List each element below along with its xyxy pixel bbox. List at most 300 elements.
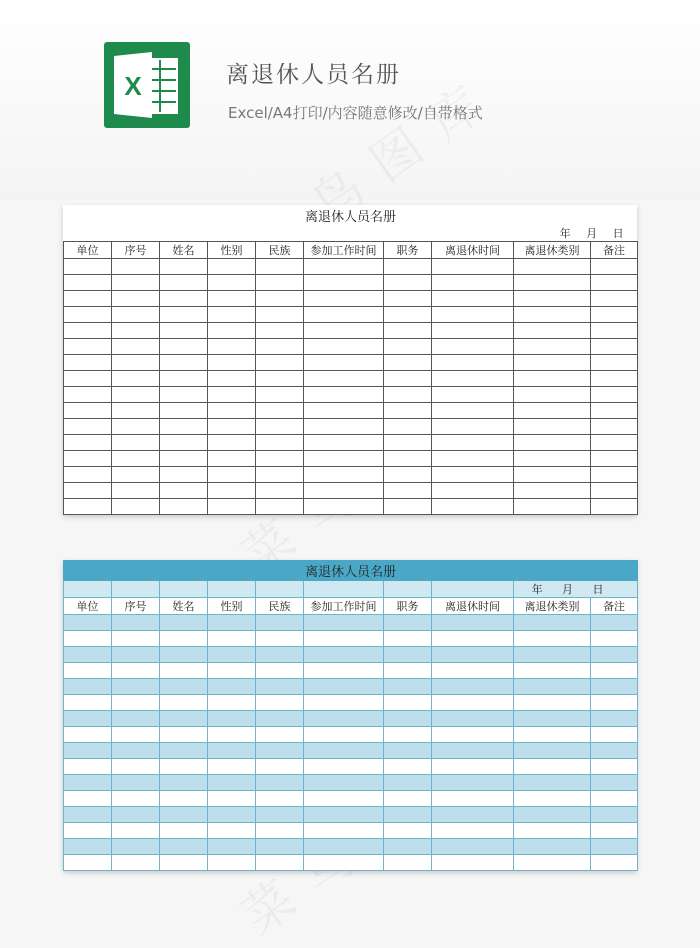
cell[interactable] [514,291,591,307]
cell[interactable] [64,435,112,451]
cell[interactable] [304,807,384,823]
cell[interactable] [304,855,384,871]
cell[interactable] [432,323,514,339]
cell[interactable] [432,839,514,855]
cell[interactable] [208,371,256,387]
cell[interactable] [304,435,384,451]
cell[interactable] [208,451,256,467]
cell[interactable] [160,307,208,323]
cell[interactable] [304,467,384,483]
cell[interactable] [256,403,304,419]
cell[interactable] [160,711,208,727]
cell[interactable] [591,647,638,663]
cell[interactable] [64,467,112,483]
cell[interactable] [432,403,514,419]
cell[interactable] [256,339,304,355]
cell[interactable] [64,647,112,663]
cell[interactable] [514,839,591,855]
cell[interactable] [384,823,432,839]
cell[interactable] [514,807,591,823]
cell[interactable] [256,679,304,695]
cell[interactable] [112,679,160,695]
cell[interactable] [384,403,432,419]
cell[interactable] [256,387,304,403]
cell[interactable] [256,647,304,663]
cell[interactable] [208,823,256,839]
cell[interactable] [64,743,112,759]
cell[interactable] [591,855,638,871]
cell[interactable] [160,647,208,663]
cell[interactable] [304,679,384,695]
cell[interactable] [591,483,638,499]
cell[interactable] [304,483,384,499]
cell[interactable] [304,307,384,323]
cell[interactable] [514,387,591,403]
cell[interactable] [591,291,638,307]
cell[interactable] [208,679,256,695]
cell[interactable] [112,775,160,791]
cell[interactable] [256,807,304,823]
cell[interactable] [208,743,256,759]
cell[interactable] [432,791,514,807]
cell[interactable] [304,711,384,727]
cell[interactable] [514,727,591,743]
cell[interactable] [591,775,638,791]
cell[interactable] [432,679,514,695]
cell[interactable] [64,679,112,695]
cell[interactable] [432,663,514,679]
cell[interactable] [256,419,304,435]
cell[interactable] [256,743,304,759]
cell[interactable] [591,791,638,807]
cell[interactable] [514,467,591,483]
cell[interactable] [256,307,304,323]
cell[interactable] [514,323,591,339]
cell[interactable] [432,435,514,451]
cell[interactable] [591,323,638,339]
cell[interactable] [64,631,112,647]
cell[interactable] [208,259,256,275]
cell[interactable] [208,483,256,499]
cell[interactable] [256,727,304,743]
cell[interactable] [591,387,638,403]
cell[interactable] [304,499,384,515]
cell[interactable] [304,759,384,775]
cell[interactable] [432,775,514,791]
cell[interactable] [256,823,304,839]
cell[interactable] [208,791,256,807]
cell[interactable] [64,355,112,371]
cell[interactable] [64,823,112,839]
cell[interactable] [160,291,208,307]
cell[interactable] [160,387,208,403]
cell[interactable] [591,631,638,647]
cell[interactable] [304,727,384,743]
cell[interactable] [591,467,638,483]
cell[interactable] [384,275,432,291]
cell[interactable] [256,275,304,291]
cell[interactable] [514,695,591,711]
cell[interactable] [514,791,591,807]
cell[interactable] [304,823,384,839]
cell[interactable] [64,663,112,679]
cell[interactable] [304,371,384,387]
cell[interactable] [384,791,432,807]
cell[interactable] [208,291,256,307]
cell[interactable] [208,339,256,355]
cell[interactable] [208,615,256,631]
cell[interactable] [384,483,432,499]
cell[interactable] [432,499,514,515]
cell[interactable] [591,499,638,515]
cell[interactable] [256,695,304,711]
cell[interactable] [514,775,591,791]
cell[interactable] [304,775,384,791]
cell[interactable] [384,323,432,339]
cell[interactable] [64,387,112,403]
cell[interactable] [256,259,304,275]
cell[interactable] [514,419,591,435]
cell[interactable] [514,483,591,499]
cell[interactable] [304,323,384,339]
cell[interactable] [112,791,160,807]
cell[interactable] [256,371,304,387]
cell[interactable] [112,307,160,323]
cell[interactable] [160,323,208,339]
cell[interactable] [384,419,432,435]
cell[interactable] [432,467,514,483]
cell[interactable] [432,855,514,871]
cell[interactable] [64,727,112,743]
cell[interactable] [160,259,208,275]
cell[interactable] [208,839,256,855]
cell[interactable] [160,839,208,855]
cell[interactable] [514,371,591,387]
cell[interactable] [432,419,514,435]
cell[interactable] [591,711,638,727]
cell[interactable] [64,791,112,807]
cell[interactable] [64,307,112,323]
cell[interactable] [160,823,208,839]
cell[interactable] [112,483,160,499]
cell[interactable] [384,259,432,275]
cell[interactable] [432,275,514,291]
cell[interactable] [304,355,384,371]
cell[interactable] [514,275,591,291]
cell[interactable] [112,371,160,387]
cell[interactable] [432,483,514,499]
cell[interactable] [514,823,591,839]
cell[interactable] [304,339,384,355]
cell[interactable] [384,451,432,467]
cell[interactable] [514,355,591,371]
cell[interactable] [591,823,638,839]
cell[interactable] [112,403,160,419]
cell[interactable] [304,259,384,275]
cell[interactable] [384,695,432,711]
cell[interactable] [304,663,384,679]
cell[interactable] [112,387,160,403]
cell[interactable] [112,807,160,823]
cell[interactable] [64,759,112,775]
cell[interactable] [208,307,256,323]
cell[interactable] [208,355,256,371]
cell[interactable] [64,403,112,419]
cell[interactable] [514,259,591,275]
cell[interactable] [384,759,432,775]
cell[interactable] [384,631,432,647]
cell[interactable] [514,615,591,631]
cell[interactable] [160,275,208,291]
cell[interactable] [384,499,432,515]
cell[interactable] [160,403,208,419]
cell[interactable] [64,499,112,515]
cell[interactable] [112,419,160,435]
cell[interactable] [160,339,208,355]
cell[interactable] [160,631,208,647]
cell[interactable] [256,355,304,371]
cell[interactable] [112,339,160,355]
cell[interactable] [304,387,384,403]
cell[interactable] [591,339,638,355]
cell[interactable] [160,663,208,679]
cell[interactable] [514,743,591,759]
cell[interactable] [112,451,160,467]
cell[interactable] [304,791,384,807]
cell[interactable] [591,759,638,775]
cell[interactable] [256,839,304,855]
cell[interactable] [160,499,208,515]
cell[interactable] [591,451,638,467]
cell[interactable] [384,355,432,371]
cell[interactable] [432,355,514,371]
cell[interactable] [160,451,208,467]
cell[interactable] [160,695,208,711]
cell[interactable] [591,259,638,275]
cell[interactable] [256,451,304,467]
cell[interactable] [384,679,432,695]
cell[interactable] [208,663,256,679]
cell[interactable] [64,839,112,855]
cell[interactable] [591,663,638,679]
cell[interactable] [160,435,208,451]
cell[interactable] [304,615,384,631]
cell[interactable] [208,467,256,483]
cell[interactable] [514,403,591,419]
cell[interactable] [160,679,208,695]
cell[interactable] [432,339,514,355]
cell[interactable] [112,663,160,679]
cell[interactable] [64,275,112,291]
cell[interactable] [64,775,112,791]
cell[interactable] [256,291,304,307]
cell[interactable] [208,435,256,451]
cell[interactable] [432,387,514,403]
cell[interactable] [591,743,638,759]
cell[interactable] [384,711,432,727]
cell[interactable] [384,743,432,759]
cell[interactable] [432,307,514,323]
cell[interactable] [160,759,208,775]
cell[interactable] [432,371,514,387]
cell[interactable] [384,307,432,323]
cell[interactable] [384,647,432,663]
cell[interactable] [256,499,304,515]
cell[interactable] [64,371,112,387]
cell[interactable] [304,275,384,291]
cell[interactable] [591,371,638,387]
cell[interactable] [432,727,514,743]
cell[interactable] [112,823,160,839]
cell[interactable] [432,647,514,663]
cell[interactable] [384,839,432,855]
cell[interactable] [208,711,256,727]
cell[interactable] [432,615,514,631]
cell[interactable] [208,387,256,403]
cell[interactable] [591,275,638,291]
cell[interactable] [208,807,256,823]
cell[interactable] [384,435,432,451]
cell[interactable] [514,711,591,727]
cell[interactable] [64,615,112,631]
cell[interactable] [256,791,304,807]
cell[interactable] [160,743,208,759]
cell[interactable] [256,323,304,339]
cell[interactable] [112,275,160,291]
cell[interactable] [256,759,304,775]
cell[interactable] [208,631,256,647]
cell[interactable] [384,855,432,871]
cell[interactable] [514,307,591,323]
cell[interactable] [432,259,514,275]
cell[interactable] [304,451,384,467]
cell[interactable] [112,291,160,307]
cell[interactable] [384,615,432,631]
cell[interactable] [256,775,304,791]
cell[interactable] [64,451,112,467]
cell[interactable] [432,759,514,775]
cell[interactable] [208,275,256,291]
cell[interactable] [160,791,208,807]
cell[interactable] [112,467,160,483]
cell[interactable] [304,631,384,647]
cell[interactable] [160,483,208,499]
cell[interactable] [112,743,160,759]
cell[interactable] [256,467,304,483]
cell[interactable] [64,855,112,871]
cell[interactable] [304,647,384,663]
cell[interactable] [64,291,112,307]
cell[interactable] [256,663,304,679]
cell[interactable] [160,355,208,371]
cell[interactable] [112,323,160,339]
cell[interactable] [384,371,432,387]
cell[interactable] [112,259,160,275]
cell[interactable] [160,615,208,631]
cell[interactable] [256,435,304,451]
cell[interactable] [160,467,208,483]
cell[interactable] [384,807,432,823]
cell[interactable] [384,775,432,791]
cell[interactable] [591,403,638,419]
cell[interactable] [514,647,591,663]
cell[interactable] [591,419,638,435]
cell[interactable] [591,435,638,451]
cell[interactable] [432,291,514,307]
cell[interactable] [304,743,384,759]
cell[interactable] [591,355,638,371]
cell[interactable] [160,371,208,387]
cell[interactable] [64,259,112,275]
cell[interactable] [64,483,112,499]
cell[interactable] [591,615,638,631]
cell[interactable] [64,419,112,435]
cell[interactable] [514,855,591,871]
cell[interactable] [256,711,304,727]
cell[interactable] [304,403,384,419]
cell[interactable] [384,291,432,307]
cell[interactable] [432,451,514,467]
cell[interactable] [160,419,208,435]
cell[interactable] [432,807,514,823]
cell[interactable] [64,339,112,355]
cell[interactable] [432,631,514,647]
cell[interactable] [514,759,591,775]
cell[interactable] [304,419,384,435]
cell[interactable] [112,499,160,515]
cell[interactable] [591,679,638,695]
cell[interactable] [208,647,256,663]
cell[interactable] [112,695,160,711]
cell[interactable] [514,663,591,679]
cell[interactable] [64,807,112,823]
cell[interactable] [591,839,638,855]
cell[interactable] [64,711,112,727]
cell[interactable] [160,727,208,743]
cell[interactable] [112,615,160,631]
cell[interactable] [304,291,384,307]
cell[interactable] [208,323,256,339]
cell[interactable] [256,631,304,647]
cell[interactable] [591,727,638,743]
cell[interactable] [160,807,208,823]
cell[interactable] [514,451,591,467]
cell[interactable] [112,631,160,647]
cell[interactable] [112,435,160,451]
cell[interactable] [208,727,256,743]
cell[interactable] [208,403,256,419]
cell[interactable] [384,727,432,743]
cell[interactable] [384,663,432,679]
cell[interactable] [514,631,591,647]
cell[interactable] [514,435,591,451]
cell[interactable] [432,695,514,711]
cell[interactable] [432,711,514,727]
cell[interactable] [304,695,384,711]
cell[interactable] [256,483,304,499]
cell[interactable] [160,855,208,871]
cell[interactable] [591,695,638,711]
cell[interactable] [208,499,256,515]
cell[interactable] [112,839,160,855]
cell[interactable] [208,775,256,791]
cell[interactable] [112,647,160,663]
cell[interactable] [514,499,591,515]
cell[interactable] [432,743,514,759]
cell[interactable] [112,727,160,743]
cell[interactable] [256,855,304,871]
cell[interactable] [208,759,256,775]
